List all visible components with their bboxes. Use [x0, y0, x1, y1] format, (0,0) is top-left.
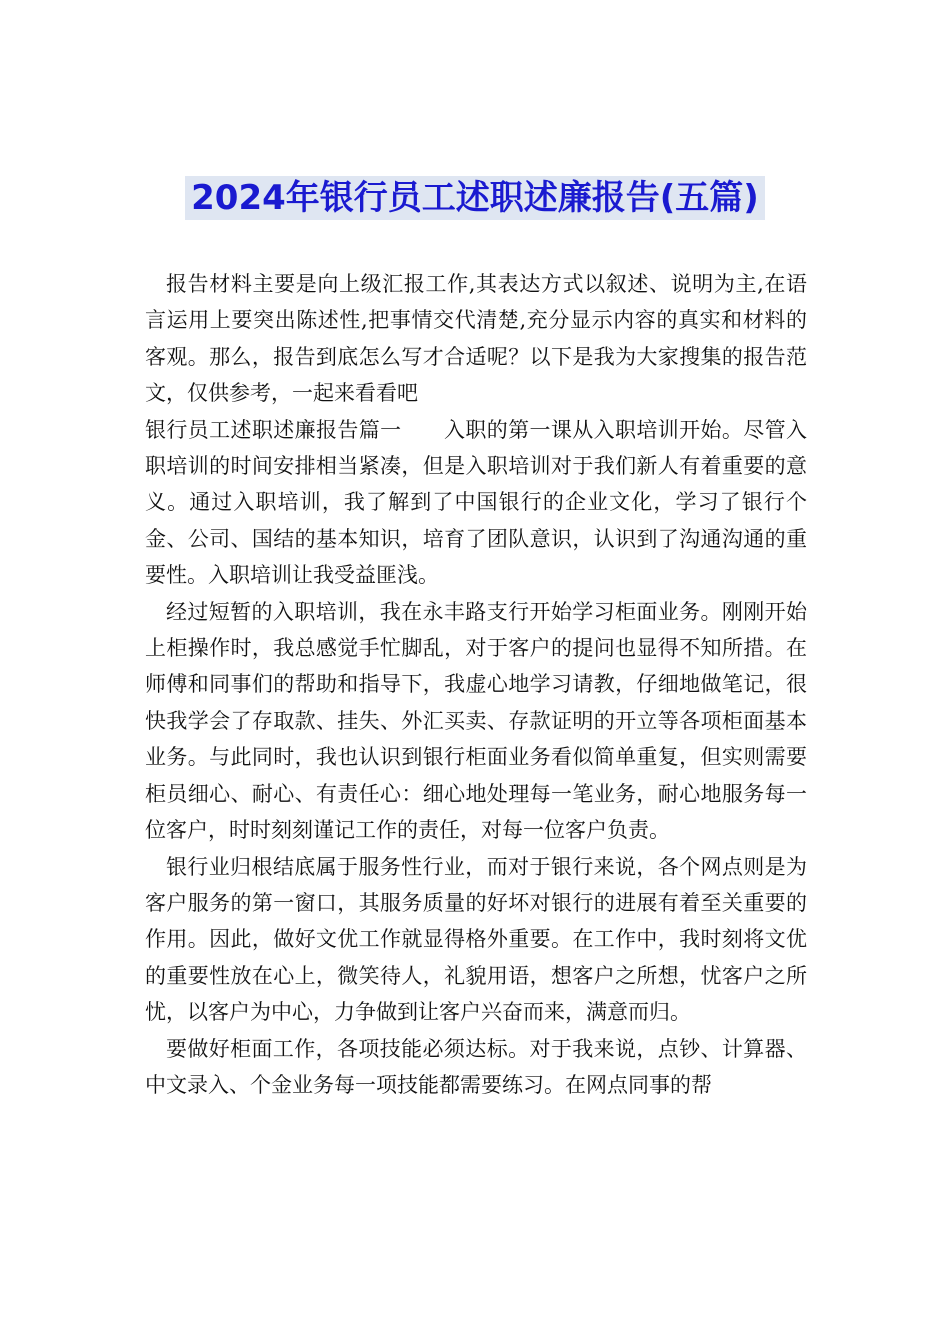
document-body [145, 266, 807, 1103]
section-heading: 银行员工述职述廉报告篇一 [145, 417, 402, 442]
body-paragraph: 要做好柜面工作，各项技能必须达标。对于我来说，点钞、计算器、中文录入、个金业务每一项技能都需要练习。在网点同事的帮 [145, 1036, 807, 1097]
intro-paragraph: 报告材料主要是向上级汇报工作,其表达方式以叙述、说明为主,在语言运用上要突出陈述性,把事情交代清楚,充分显示内容的真实和材料的客观。那么，报告到底怎么写才合适呢？以下是我为大家搜集的报告范文，仅供参考，一起来看看吧 [145, 272, 807, 406]
section-lead-text: 入职的第一课从入职培训开始。尽管入职培训的时间安排相当紧凑，但是入职培训对于我们新人有着重要的意义。通过入职培训，我了解到了中国银行的企业文化，学习了银行个金、公司、国结的基本知识，培育了团队意识，认识到了沟通沟通的重要性。入职培训让我受益匪浅。 [145, 417, 808, 588]
document-title: 2024年银行员工述职述廉报告(五篇) [185, 176, 765, 220]
section-paragraph [145, 412, 807, 594]
body-paragraph: 经过短暂的入职培训，我在永丰路支行开始学习柜面业务。刚刚开始上柜操作时，我总感觉手忙脚乱，对于客户的提问也显得不知所措。在师傅和同事们的帮助和指导下，我虚心地学习请教，仔细地做笔记，很快我学会了存取款、挂失、外汇买卖、存款证明的开立等各项柜面基本业务。与此同时，我也认识到银行柜面业务看似简单重复，但实则需要柜员细心、耐心、有责任心：细心地处理每一笔业务，耐心地服务每一位客户，时时刻刻谨记工作的责任，对每一位客户负责。 [145, 599, 807, 843]
body-paragraph: 银行业归根结底属于服务性行业，而对于银行来说，各个网点则是为客户服务的第一窗口，其服务质量的好坏对银行的进展有着至关重要的作用。因此，做好文优工作就显得格外重要。在工作中，我时刻将文优的重要性放在心上，微笑待人，礼貌用语，想客户之所想，忧客户之所忧，以客户为中心，力争做到让客户兴奋而来，满意而归。 [145, 854, 807, 1025]
title-container [0, 176, 950, 220]
